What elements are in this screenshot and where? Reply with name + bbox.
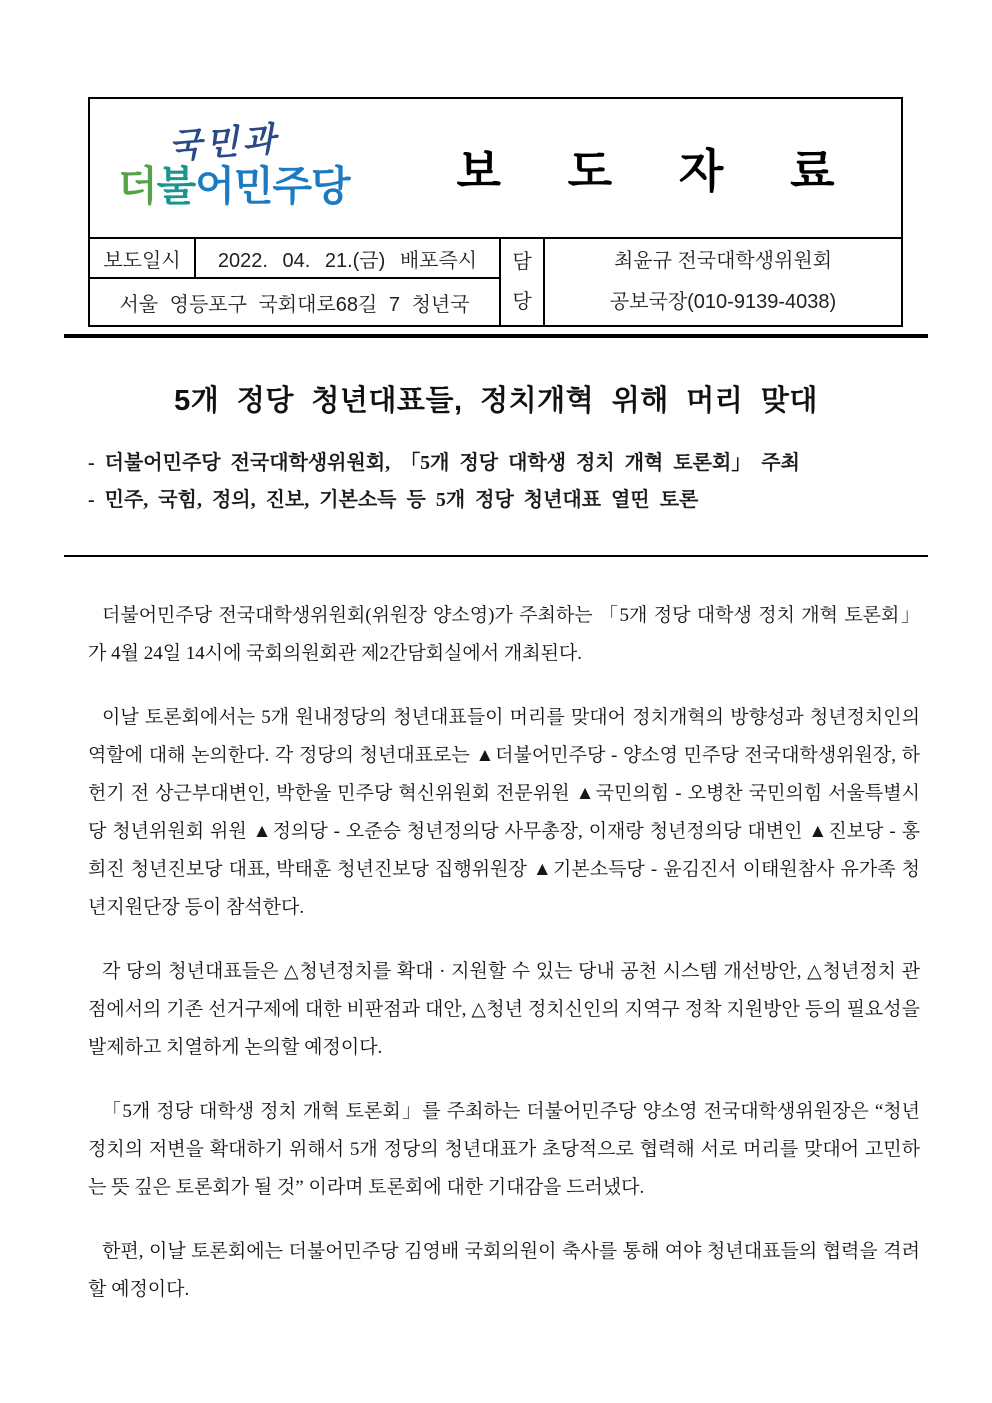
- logo-script-text: 국민과: [167, 118, 281, 167]
- logo-letter: 민: [233, 162, 273, 209]
- subpoint-line: - 더불어민주당 전국대학생위원회, 「5개 정당 대학생 정치 개혁 토론회」 주최: [88, 452, 800, 474]
- party-logo: [90, 118, 390, 209]
- body-paragraph: 더불어민주당 전국대학생위원회(위원장 양소영)가 주최하는 「5개 정당 대학생 정치 개혁 토론회」가 4월 24일 14시에 국회의원회관 제2간담회실에서 개최된다.: [88, 605, 920, 664]
- contact-label-bottom: 당: [512, 291, 532, 313]
- contact-label-cell: [500, 238, 544, 325]
- contact-name: 최윤규 전국대학생위원회: [613, 250, 833, 272]
- header-box: [88, 97, 903, 327]
- body-paragraph: 이날 토론회에서는 5개 원내정당의 청년대표들이 머리를 맞대어 정치개혁의 방향성과 청년정치인의 역할에 대해 논의한다. 각 정당의 청년대표로는 ▲더불어민주당 - 양소영 민주당 전국대학생위원장, 하헌기 전 상근부대변인, 박한울 민주당 혁신위원회 전문위원 ▲국민의힘 - 오병찬 국민의힘 서울특별시당 청년위원회 위원 ▲정의당 - 오준승 청년정의당 사무총장, 이재랑 청년정의당 대변인 ▲진보당 - 홍희진 청년진보당 대표, 박태훈 청년진보당 집행위원장 ▲기본소득당 - 윤김진서 이태원참사 유가족 청년지원단장 등이 참석한다.: [88, 707, 920, 918]
- body-paragraph: 한편, 이날 토론회에는 더불어민주당 김영배 국회의원이 축사를 통해 여야 청년대표들의 협력을 격려할 예정이다.: [88, 1241, 920, 1300]
- body-paragraph: 각 당의 청년대표들은 △청년정치를 확대 · 지원할 수 있는 당내 공천 시스템 개선방안, △청년정치 관점에서의 기존 선거구제에 대한 비판점과 대안, △청년 정치신인의 지역구 정착 지원방안 등의 필요성을 발제하고 치열하게 논의할 예정이다.: [88, 961, 920, 1058]
- article-body: [88, 597, 920, 1309]
- body-separator-rule: [64, 555, 928, 557]
- logo-letter: 불: [156, 162, 196, 209]
- release-date-value: 2022. 04. 21.(금) 배포즉시: [195, 238, 500, 278]
- contact-info-cell: [544, 238, 901, 325]
- logo-letter: 주: [272, 162, 312, 209]
- masthead: [90, 99, 901, 237]
- logo-party-name: [118, 162, 390, 209]
- contact-label-top: 담: [512, 251, 532, 273]
- body-paragraph: 「5개 정당 대학생 정치 개혁 토론회」를 주최하는 더불어민주당 양소영 전국대학생위원장은 “청년정치의 저변을 확대하기 위해서 5개 정당의 청년대표가 초당적으로 협력해 서로 머리를 맞대어 고민하는 뜻 깊은 토론회가 될 것” 이라며 토론회에 대한 기대감을 드러냈다.: [88, 1101, 920, 1198]
- logo-letter: 당: [311, 162, 350, 209]
- press-info-table: [90, 237, 901, 325]
- contact-role-phone: 공보국장(010-9139-4038): [609, 291, 837, 313]
- headline-subpoints: [88, 445, 928, 519]
- release-date-label: 보도일시: [90, 238, 195, 278]
- headline: 5개 정당 청년대표들, 정치개혁 위해 머리 맞대: [174, 385, 818, 417]
- header-separator-rule: [64, 334, 928, 338]
- subpoint-line: - 민주, 국힘, 정의, 진보, 기본소득 등 5개 정당 청년대표 열띤 토론: [88, 489, 699, 511]
- office-address: 서울 영등포구 국회대로68길 7 청년국: [90, 278, 500, 325]
- doc-type-title: 보 도 자 료: [456, 145, 862, 197]
- logo-letter: 어: [195, 162, 234, 209]
- logo-letter: 더: [118, 162, 157, 209]
